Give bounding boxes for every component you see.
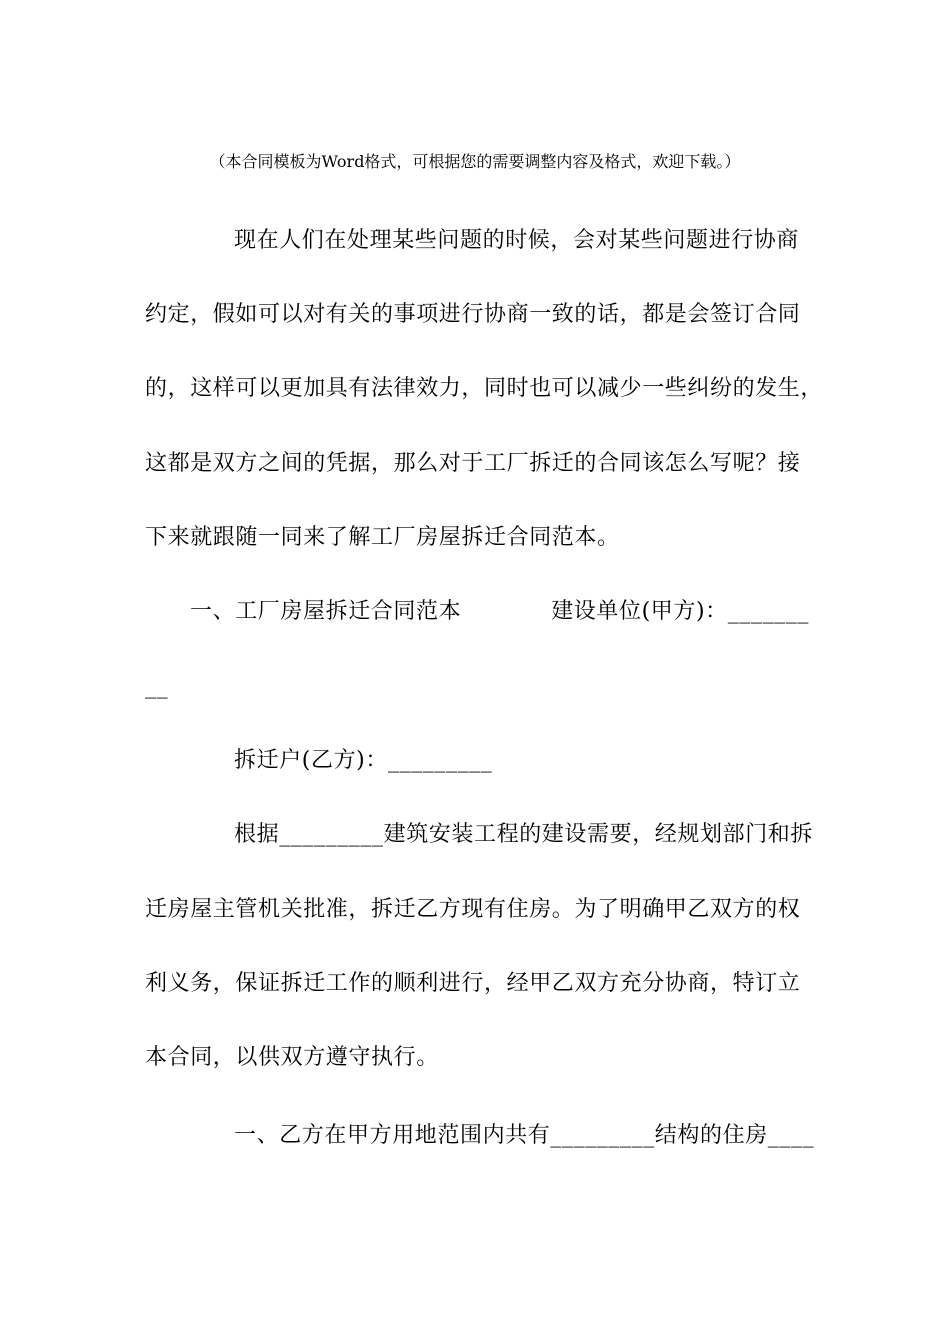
- paragraph-line: 约定，假如可以对有关的事项进行协商一致的话，都是会签订合同: [145, 302, 801, 327]
- body-line: 本合同，以供双方遵守执行。: [145, 1045, 439, 1070]
- paragraph-line: 现在人们在处理某些问题的时候，会对某些问题进行协商: [234, 228, 800, 253]
- paragraph-line: 的，这样可以更加具有法律效力，同时也可以减少一些纠纷的发生，: [145, 376, 824, 401]
- body-line: 利义务，保证拆迁工作的顺利进行，经甲乙双方充分协商，特订立: [145, 971, 801, 996]
- section-title-row: [190, 597, 809, 627]
- body-line: 迁房屋主管机关批准，拆迁乙方现有住房。为了明确甲乙双方的权: [145, 897, 801, 922]
- clause-1: 一、乙方在甲方用地范围内共有_________结构的住房____: [234, 1123, 815, 1148]
- section-title: 一、工厂房屋拆迁合同范本: [190, 599, 462, 624]
- party-a-field-continuation: __: [145, 674, 169, 699]
- party-b-field: 拆迁户(乙方)：_________: [234, 748, 493, 773]
- paragraph-line: 下来就跟随一同来了解工厂房屋拆迁合同范本。: [145, 525, 620, 550]
- party-a-field: 建设单位(甲方)：_______: [551, 599, 809, 624]
- paragraph-line: 这都是双方之间的凭据，那么对于工厂拆迁的合同该怎么写呢？接: [145, 451, 801, 476]
- body-line: 根据_________建筑安装工程的建设需要，经规划部门和拆: [234, 822, 814, 847]
- template-note: （本合同模板为Word格式，可根据您的需要调整内容及格式，欢迎下载。）: [209, 152, 741, 171]
